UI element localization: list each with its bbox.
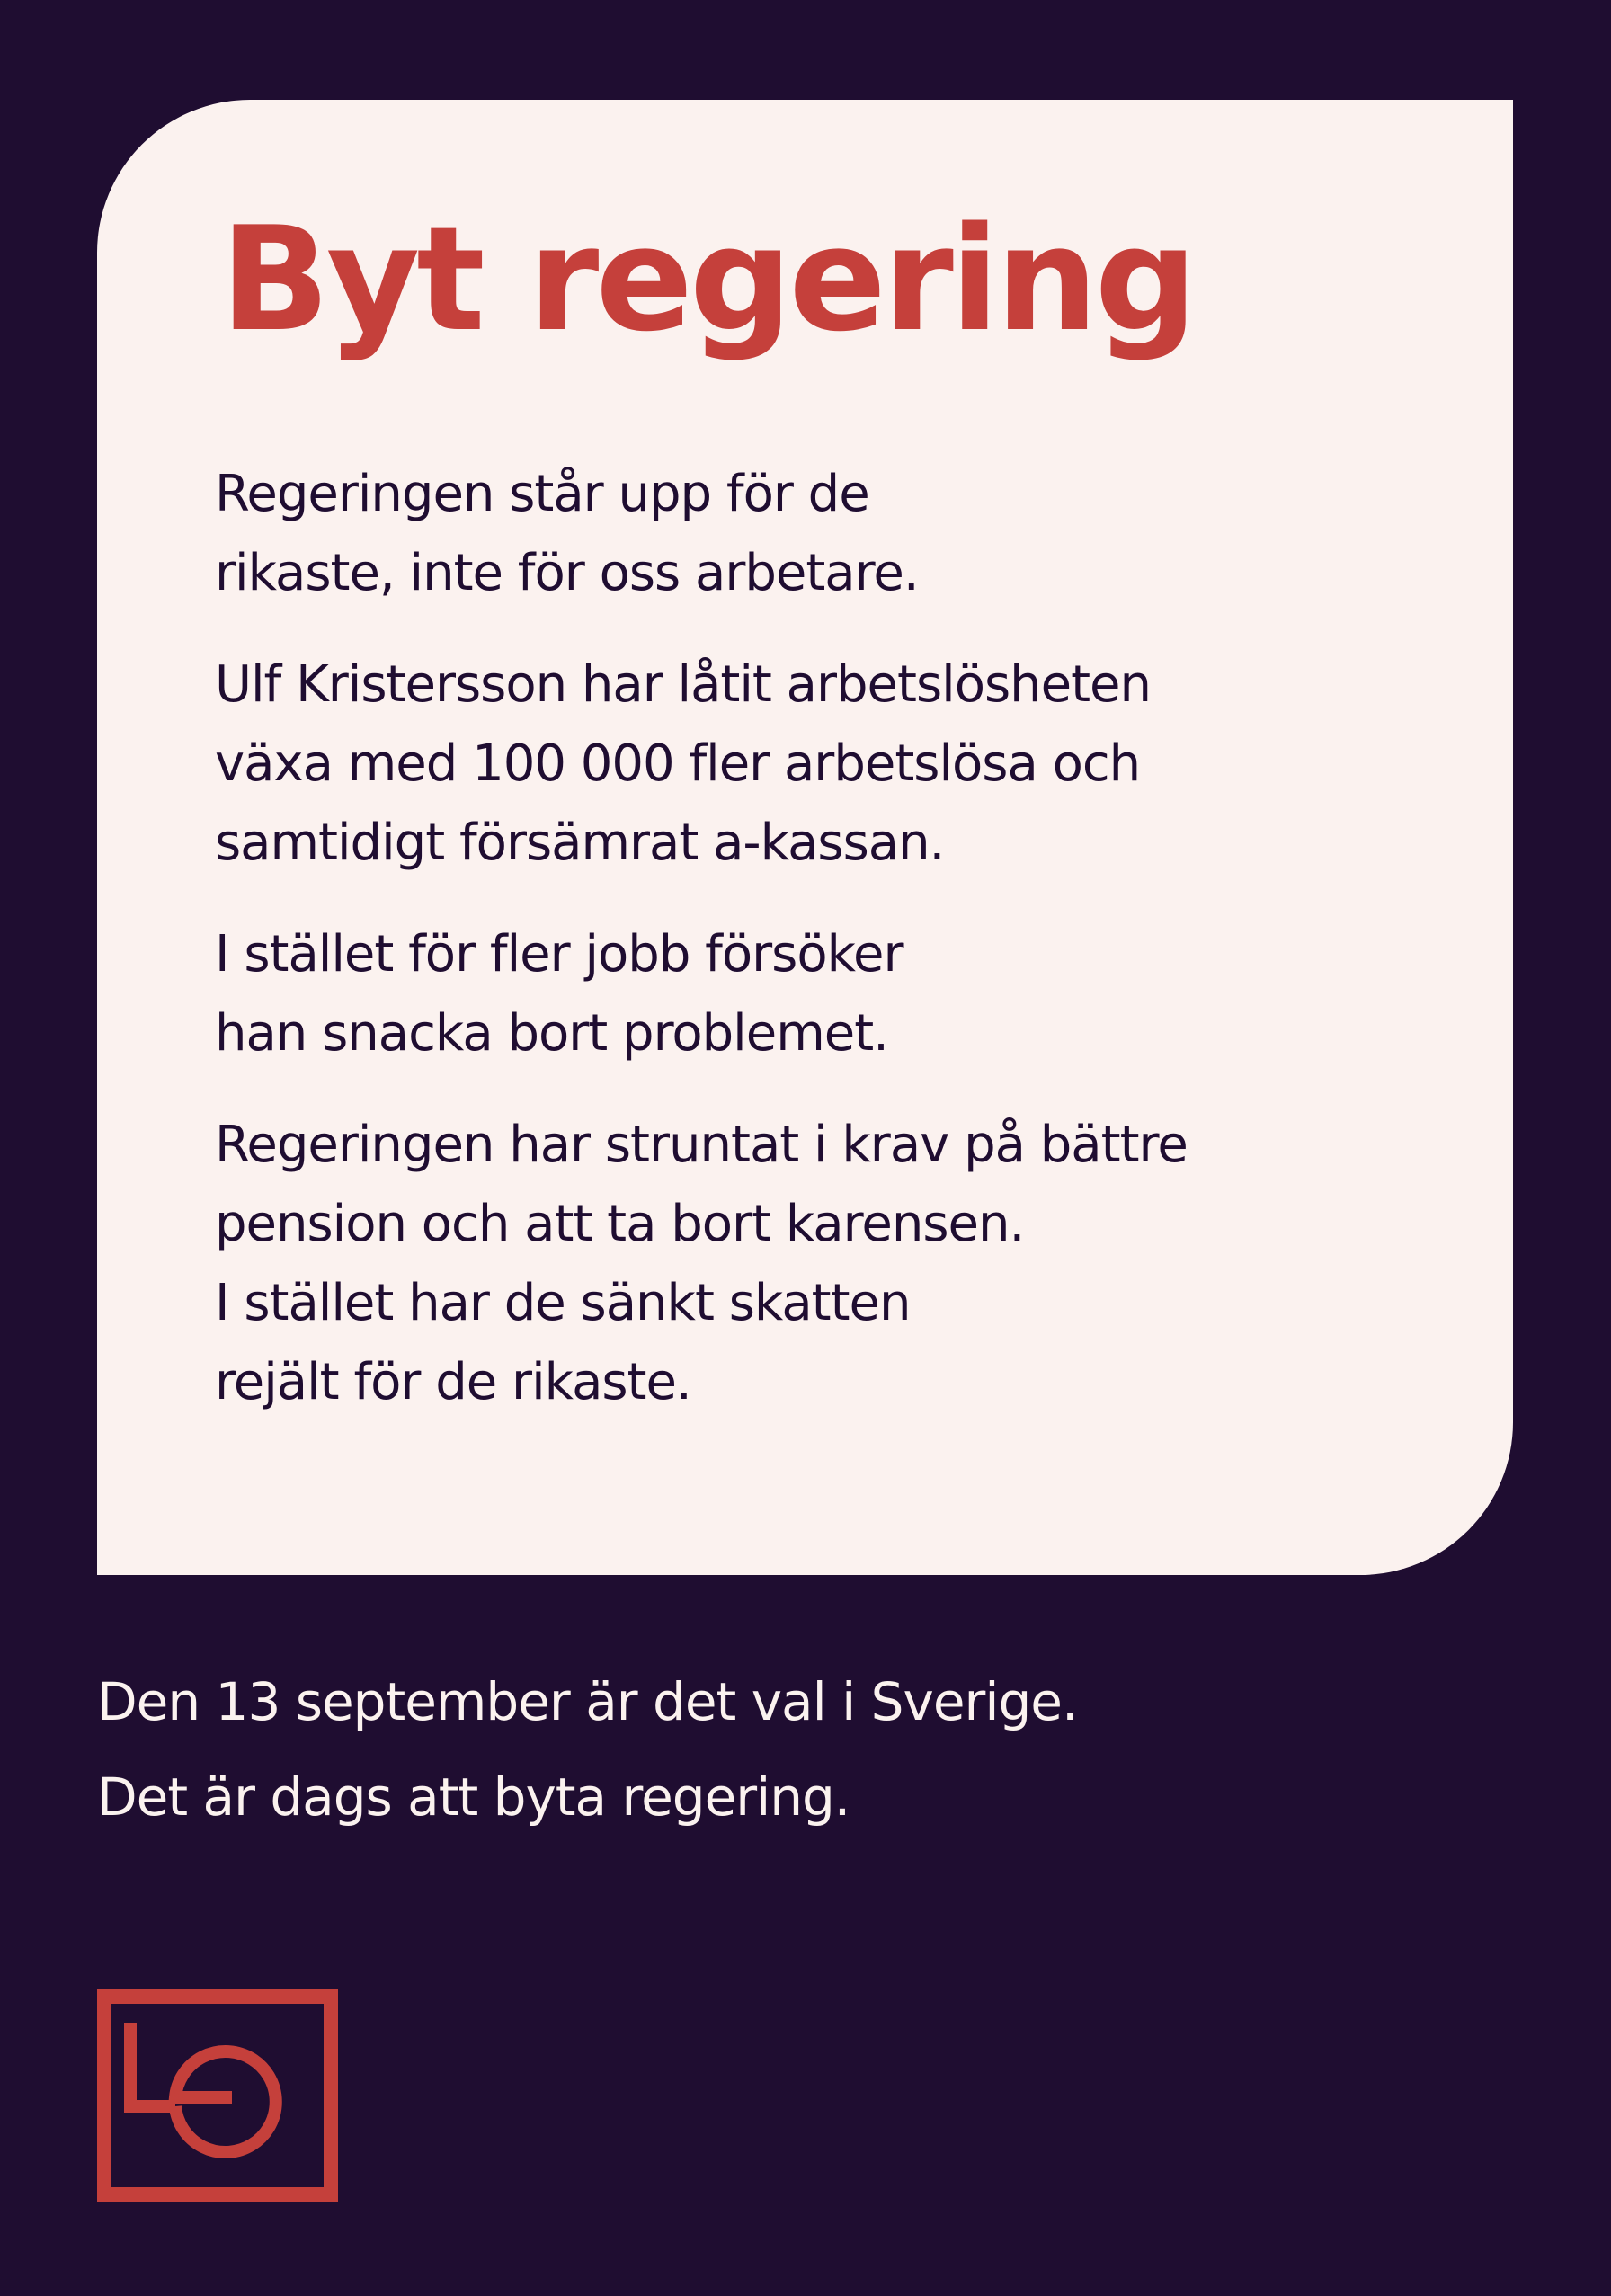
- lo-logo: [97, 1989, 338, 2202]
- paragraph-pension: [215, 1106, 1500, 1422]
- paragraph-line: Regeringen har struntat i krav på bättre: [215, 1116, 1188, 1174]
- message-card: [97, 100, 1513, 1575]
- paragraph-line: rikaste, inte för oss arbetare.: [215, 544, 919, 602]
- lo-logo-icon: [97, 1989, 338, 2202]
- body-text: [215, 455, 1500, 1455]
- footer-line-call-to-action: Det är dags att byta regering.: [97, 1766, 850, 1828]
- footer-message: [97, 1654, 1446, 1845]
- footer-line-election-date: Den 13 september är det val i Sverige.: [97, 1671, 1078, 1732]
- paragraph-line: pension och att ta bort karensen.: [215, 1195, 1025, 1253]
- paragraph-line: I stället har de sänkt skatten: [215, 1274, 911, 1332]
- paragraph-line: han snacka bort problemet.: [215, 1004, 888, 1063]
- paragraph-line: rejält för de rikaste.: [215, 1353, 691, 1411]
- paragraph-jobb: [215, 915, 1500, 1073]
- paragraph-arbetsloshet: [215, 645, 1500, 883]
- paragraph-line: Ulf Kristersson har låtit arbetslösheten: [215, 655, 1151, 714]
- paragraph-line: Regeringen står upp för de: [215, 465, 869, 523]
- paragraph-regeringen: [215, 455, 1500, 613]
- headline: Byt regering: [220, 195, 1195, 363]
- paragraph-line: I stället för fler jobb försöker: [215, 925, 903, 983]
- paragraph-line: växa med 100 000 fler arbetslösa och: [215, 734, 1141, 793]
- paragraph-line: samtidigt försämrat a-kassan.: [215, 814, 945, 872]
